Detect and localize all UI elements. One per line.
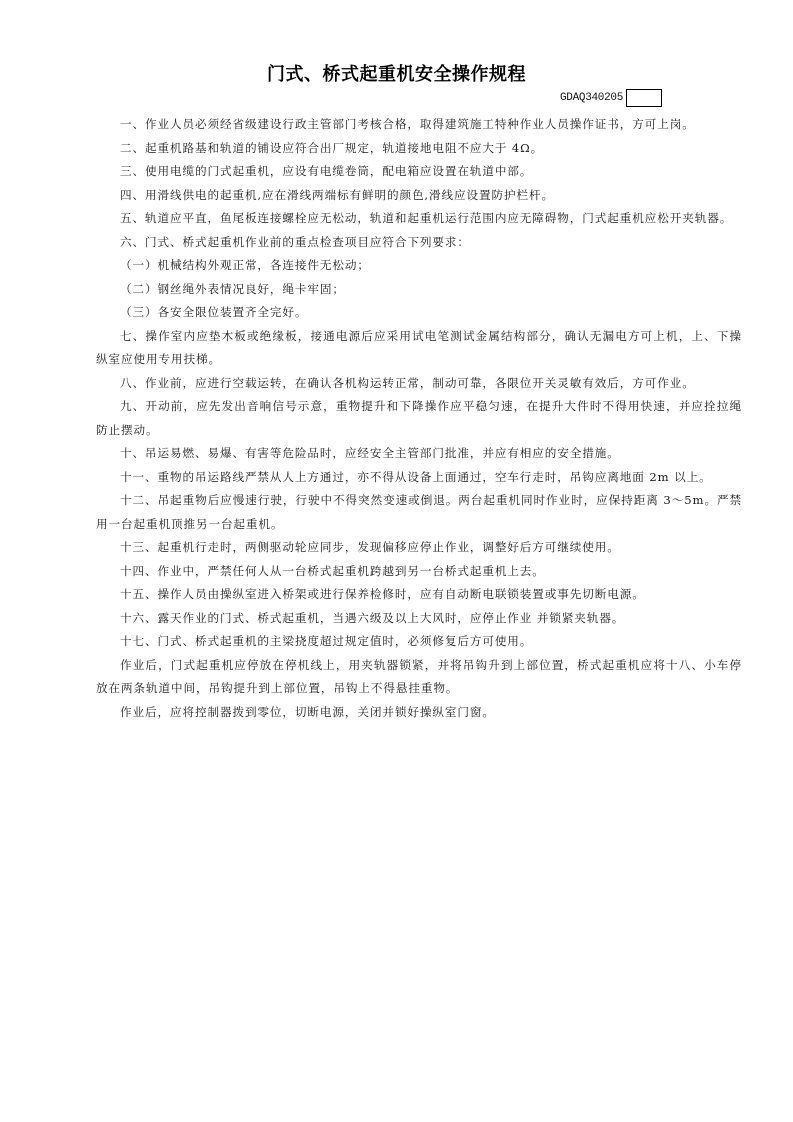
rule-6: 六、门式、桥式起重机作业前的重点检查项目应符合下列要求： bbox=[120, 234, 470, 249]
rule-6-item-3: （三）各安全限位装置齐全完好。 bbox=[120, 305, 308, 319]
rule-8: 八、作业前，应进行空载运转，在确认各机构运转正常，制动可靠，各限位开关灵敏有效后，方可作业。 bbox=[120, 375, 695, 390]
document-code: GDAQ340205 bbox=[560, 92, 624, 104]
rule-16: 十六、露天作业的门式、桥式起重机，当遇六级及以上大风时，应停止作业 并锁紧夹轨器。 bbox=[120, 610, 625, 625]
document-body bbox=[96, 113, 742, 724]
rule-14: 十四、作业中，严禁任何人从一台桥式起重机跨越到另一台桥式起重机上去。 bbox=[120, 563, 545, 578]
rule-13: 十三、起重机行走时，两侧驱动轮应同步，发现偏移应停止作业，调整好后方可继续使用。 bbox=[120, 540, 620, 554]
rule-5: 五、轨道应平直，鱼尾板连接螺栓应无松动，轨道和起重机运行范围内应无障碍物，门式起重机应松开夹轨器。 bbox=[120, 211, 733, 225]
rule-2: 二、起重机路基和轨道的铺设应符合出厂规定，轨道接地电阻不应大于 4Ω。 bbox=[120, 140, 544, 155]
rule-11: 十一、重物的吊运路线严禁从人上方通过，亦不得从设备上面通过，空车行走时，吊钩应离地面 2m 以上。 bbox=[120, 469, 712, 484]
rule-7: 七、操作室内应垫木板或绝缘板，接通电源后应采用试电笔测试金属结构部分，确认无漏电方可上机，上、下操纵室应使用专用扶梯。 bbox=[96, 328, 742, 366]
after-work-rule-2: 作业后，应将控制器拨到零位，切断电源，关闭并锁好操纵室门窗。 bbox=[120, 704, 495, 719]
rule-9: 九、开动前，应先发出音响信号示意，重物提升和下降操作应平稳匀速，在提升大件时不得用快速，并应拴拉绳防止摆动。 bbox=[96, 399, 742, 437]
rule-1: 一、作业人员必须经省级建设行政主管部门考核合格，取得建筑施工特种作业人员操作证书，方可上岗。 bbox=[120, 117, 695, 131]
rule-15: 十五、操作人员由操纵室进入桥架或进行保养检修时，应有自动断电联锁装置或事先切断电源。 bbox=[120, 587, 645, 601]
after-work-rule-1: 作业后，门式起重机应停放在停机线上，用夹轨器锁紧，并将吊钩升到上部位置，桥式起重机应将十八、小车停放在两条轨道中间，吊钩提升到上部位置，吊钩上不得悬挂重物。 bbox=[96, 657, 742, 695]
rule-6-item-2: （二）钢丝绳外表情况良好，绳卡牢固； bbox=[120, 281, 345, 296]
document-code-box bbox=[626, 89, 662, 107]
rule-12: 十二、吊起重物后应慢速行驶，行驶中不得突然变速或倒退。两台起重机同时作业时，应保持距离 3～5m。严禁用一台起重机顶推另一台起重机。 bbox=[96, 493, 742, 531]
rule-6-item-1: （一）机械结构外观正常，各连接件无松动； bbox=[120, 258, 370, 272]
document-title: 门式、桥式起重机安全操作规程 bbox=[267, 64, 526, 85]
rule-3: 三、使用电缆的门式起重机，应设有电缆卷筒，配电箱应设置在轨道中部。 bbox=[120, 164, 533, 178]
rule-17: 十七、门式、桥式起重机的主梁挠度超过规定值时，必须修复后方可使用。 bbox=[120, 634, 533, 648]
document-code-row bbox=[560, 89, 662, 107]
rule-4: 四、用滑线供电的起重机,应在滑线两端标有鲜明的颜色,滑线应设置防护栏杆。 bbox=[120, 187, 554, 202]
rule-10: 十、吊运易燃、易爆、有害等危险品时，应经安全主管部门批准，并应有相应的安全措施。 bbox=[120, 446, 620, 460]
